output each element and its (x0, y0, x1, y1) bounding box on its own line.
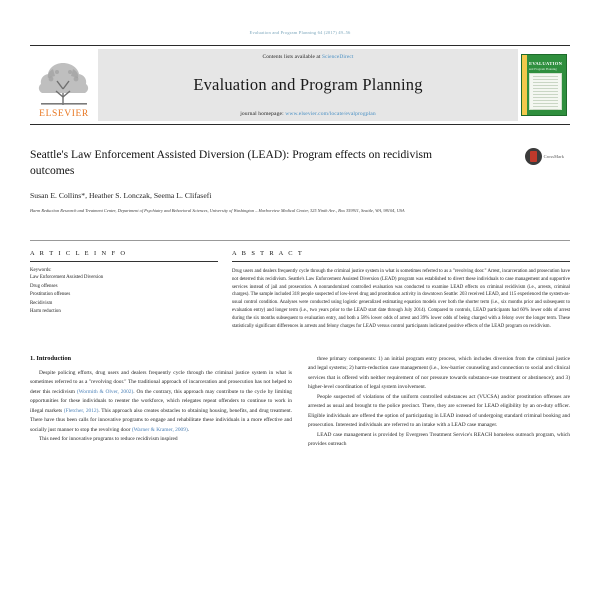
abstract-text: Drug users and dealers frequently cycle through the criminal justice system in what is sometimes referred to as a "revolving door." Arrest, incarceration and prosecution have not deterred this recidivism. Seattle's Law Enforcement Assisted Diversion (LEAD) program was established to divert these individuals to case management and supportive services instead of jail and prosecution. A nonrandomized controlled evaluation was conducted to examine LEAD effects on criminal recidivism (i.e., arrests, criminal charges). The sample included 318 people suspected of low-level drug and prostitution activity in downtown Seattle: 203 received LEAD, and 115 experienced the system-as-usual control condition. Analyses were conducted using logistic generalized estimating equation models over both the shorter term (i.e., six months prior and subsequent to evaluation entry) and longer term (i.e., two years prior to the LEAD start date through July 2014). Compared to controls, LEAD participants had 60% lower odds of arrest during the six months subsequent to evaluation entry, and both a 58% lower odds of arrest and 39% lower odds of being charged with a felony over the longer term. These statistically significant differences in arrests and felony charges for LEAD versus control participants indicated positive effects of the LEAD program on recidivism. (232, 268, 570, 329)
citation-link[interactable]: (Wormith & Olver, 2002) (76, 388, 134, 395)
paragraph-text: LEAD case management is provided by Evergreen Treatment Service's REACH homeless outreach program, which provides outreach (308, 431, 570, 448)
article-info-column (30, 250, 218, 331)
article-info-rule (30, 261, 218, 262)
cover-spine (522, 55, 527, 115)
citation-link[interactable]: (Fletcher, 2012) (63, 407, 99, 414)
paragraph-text: . On the contrary, this approach may contribute to the cycle by limiting opportunities for these individuals to reenter the workforce, which relegates repeat offenders to continue to work in illegal markets (30, 388, 292, 414)
body-column-left (30, 355, 292, 450)
keyword-item: Law Enforcement Assisted Diversion (30, 275, 104, 281)
paragraph-text: . (187, 426, 190, 433)
cover-title: EVALUATION (529, 61, 563, 66)
journal-cover-thumbnail[interactable] (518, 49, 570, 121)
elsevier-wordmark: ELSEVIER (39, 108, 89, 119)
journal-homepage-line (240, 111, 376, 117)
keywords-list (30, 274, 218, 316)
elsevier-logo (30, 49, 98, 121)
crossmark-icon (525, 148, 542, 165)
masthead-center (98, 49, 518, 121)
body-columns (30, 355, 570, 450)
keyword-item: Harm reduction (30, 309, 61, 315)
body-paragraph (308, 431, 570, 450)
citation-link[interactable]: (Warner & Kramer, 2009) (131, 426, 188, 433)
journal-homepage-link[interactable]: www.elsevier.com/locate/evalprogplan (285, 111, 376, 117)
title-block (30, 147, 570, 214)
keyword-item: Prostitution offenses (30, 292, 71, 298)
body-paragraph (30, 369, 292, 436)
body-paragraph (308, 393, 570, 431)
crossmark-badge[interactable] (525, 148, 564, 165)
paragraph-text: three primary components: 1) an initial program entry process, which includes diversion from the criminal justice and legal systems; 2) harm-reduction case management (i.e., low-barrier counseling and connection to social and clinical services that is offered with neither requirement of nor pressure towards substance-use treatment or abstinence); and 3) higher-level coordination of legal system involvement. (308, 355, 570, 391)
affiliation: Harm Reduction Research and Treatment Center, Department of Psychiatry and Behavioral Sciences, University of Washington – Harborview Medical Center, 325 Ninth Ave., Box 359911, Seattle, WA, 98104, USA (30, 207, 405, 213)
abstract-heading: A B S T R A C T (232, 249, 304, 257)
author-list: Susan E. Collins*, Heather S. Lonczak, Seema L. Clifasefi (30, 190, 212, 200)
journal-masthead (30, 45, 570, 121)
info-abstract-row (30, 240, 570, 331)
body-paragraph (308, 355, 570, 393)
sciencedirect-link[interactable]: ScienceDirect (321, 54, 354, 60)
homepage-prefix: journal homepage: (240, 111, 284, 117)
article-info-heading: A R T I C L E I N F O (30, 249, 127, 257)
masthead-bottom-rule (30, 124, 570, 125)
abstract-column (232, 250, 570, 331)
cover-content-panel (529, 73, 562, 110)
keywords-label: Keywords: (30, 267, 52, 273)
cover-subtitle: and Program Planning (529, 67, 557, 71)
contents-prefix: Contents lists available at (262, 54, 321, 60)
paragraph-text: This need for innovative programs to reduce recidivism inspired (39, 436, 178, 443)
body-paragraph (30, 435, 292, 445)
elsevier-tree-icon (35, 59, 93, 109)
paragraph-text: Despite policing efforts, drug users and dealers frequently cycle through the criminal justice system in what is sometimes referred to as a "revolving door." The traditional approach of incarceration and prosecution has not helped to deter this recidivism (30, 369, 292, 395)
contents-lists-line (263, 54, 354, 60)
keyword-item: Drug offenses (30, 283, 58, 289)
journal-title: Evaluation and Program Planning (193, 75, 423, 95)
running-head: Evaluation and Program Planning 64 (2017) 49–56 (249, 30, 351, 35)
paragraph-text: People suspected of violations of the uniform controlled substances act (VUCSA) and/or prostitution offenses are arrested as usual and brought to the police precinct. There, they are screened for LEAD eligibility by an on-duty officer. Eligible individuals are offered the option of participating in LEAD instead of undergoing standard criminal booking and prosecution. Interested individuals are referred to an intake with a LEAD case manager. (308, 393, 570, 429)
crossmark-label: CrossMark (543, 154, 564, 159)
body-column-right (308, 355, 570, 450)
keyword-item: Recidivism (30, 300, 53, 306)
abstract-rule (232, 261, 570, 262)
paragraph-text: . This approach also creates obstacles to obtaining housing, benefits, and drug treatment. There have thus been calls for innovative programs to engage and rehabilitate these individuals in a more effective and socially just manner to stop the revolving door (30, 407, 293, 433)
section-heading-introduction: 1. Introduction (30, 354, 72, 362)
page-title: Seattle's Law Enforcement Assisted Diversion (LEAD): Program effects on recidivism outcomes (30, 148, 433, 178)
